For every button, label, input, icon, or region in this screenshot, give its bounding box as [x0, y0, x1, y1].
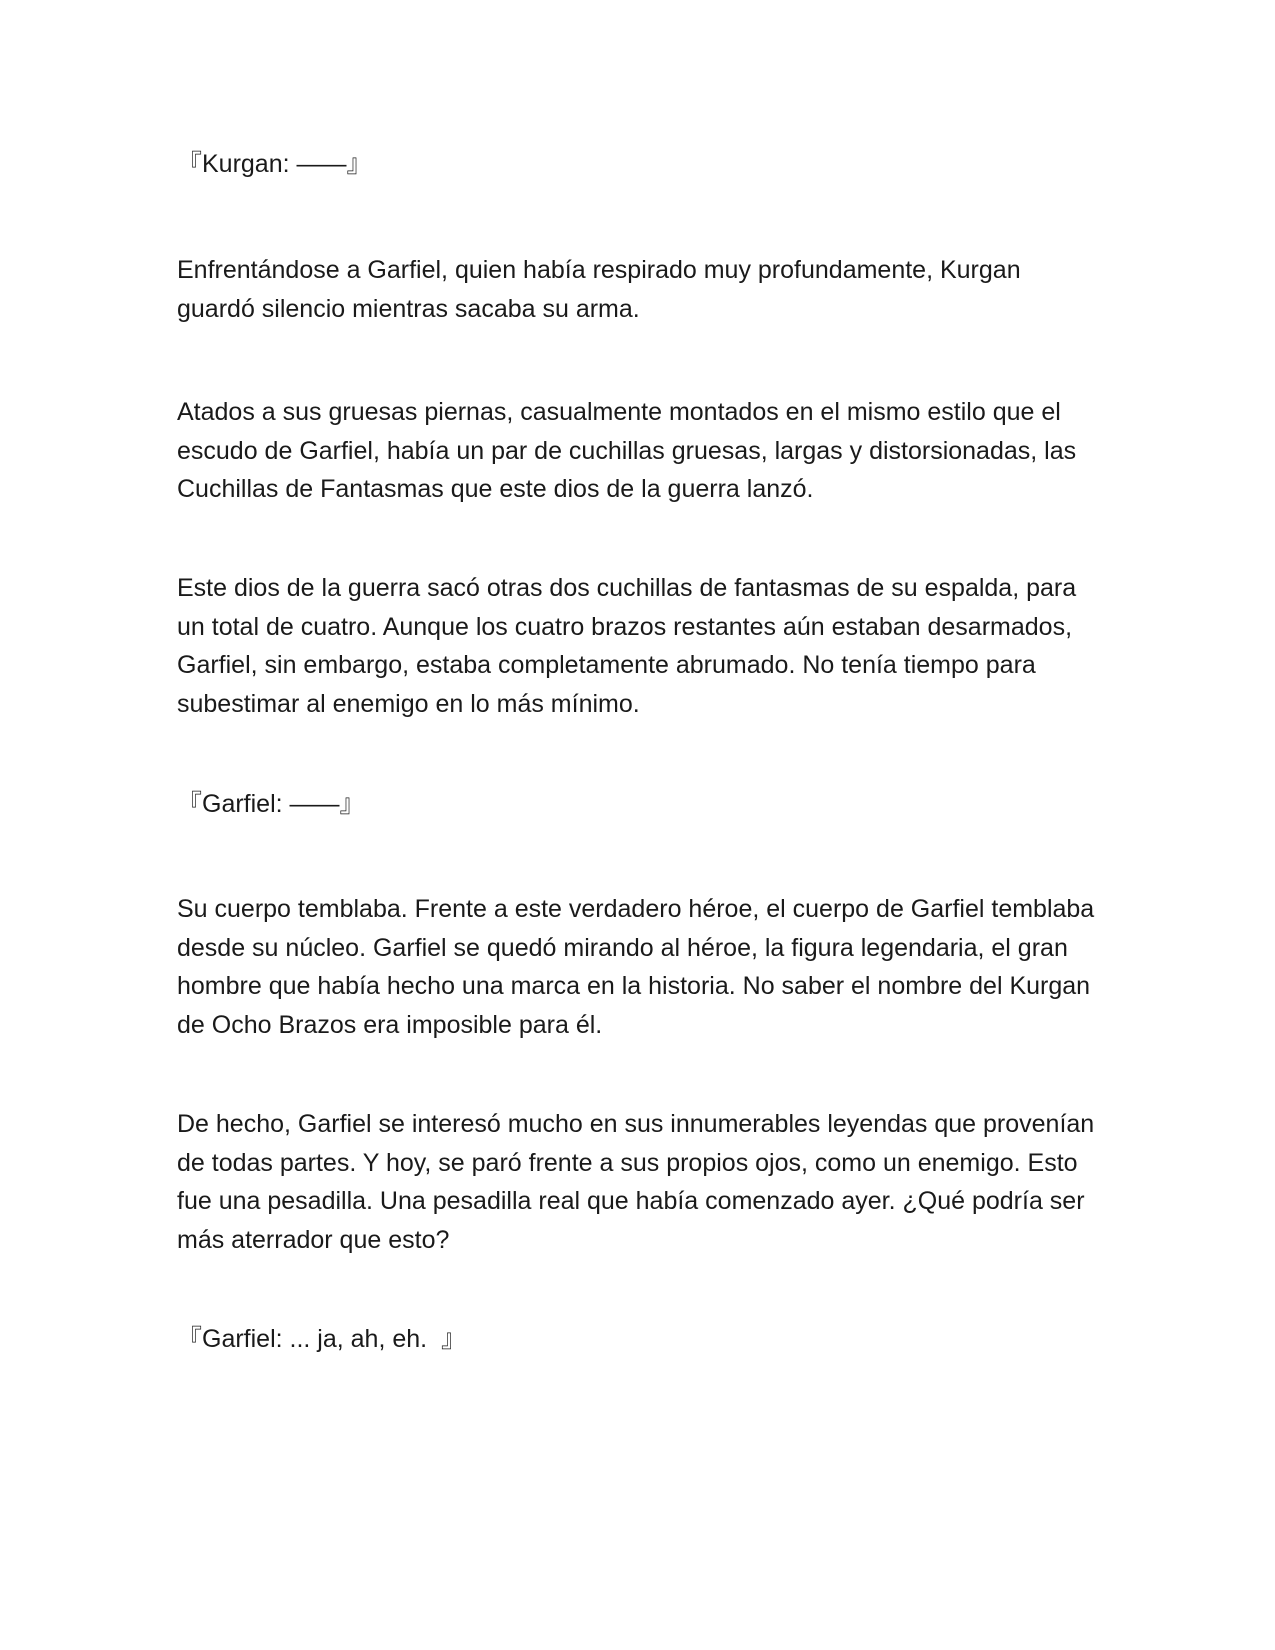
dialogue-garfiel-2: 『Garfiel: ... ja, ah, eh. 』 [177, 1325, 467, 1353]
dialogue-garfiel-1: 『Garfiel: ——』 [177, 790, 365, 818]
paragraph-3: Este dios de la guerra sacó otras dos cuchillas de fantasmas de su espalda, para un total de cuatro. Aunque los cuatro brazos restantes aún estaban desarmados, Garfiel, sin embargo, estaba completamente abrumado. No tenía tiempo para subestimar al enemigo en lo más mínimo. [177, 574, 1084, 718]
paragraph-4: Su cuerpo temblaba. Frente a este verdadero héroe, el cuerpo de Garfiel temblaba desde su núcleo. Garfiel se quedó mirando al héroe, la figura legendaria, el gran hombre que había hecho una marca en la historia. No saber el nombre del Kurgan de Ocho Brazos era imposible para él. [177, 895, 1102, 1039]
paragraph-1: Enfrentándose a Garfiel, quien había respirado muy profundamente, Kurgan guardó silencio mientras sacaba su arma. [177, 256, 1028, 323]
paragraph-5: De hecho, Garfiel se interesó mucho en sus innumerables leyendas que provenían de todas partes. Y hoy, se paró frente a sus propios ojos, como un enemigo. Esto fue una pesadilla. Una pesadilla real que había comenzado ayer. ¿Qué podría ser más aterrador que esto? [177, 1110, 1102, 1254]
paragraph-2: Atados a sus gruesas piernas, casualmente montados en el mismo estilo que el escudo de Garfiel, había un par de cuchillas gruesas, largas y distorsionadas, las Cuchillas de Fantasmas que este dios de la guerra lanzó. [177, 398, 1084, 503]
dialogue-kurgan: 『Kurgan: ——』 [177, 150, 372, 178]
